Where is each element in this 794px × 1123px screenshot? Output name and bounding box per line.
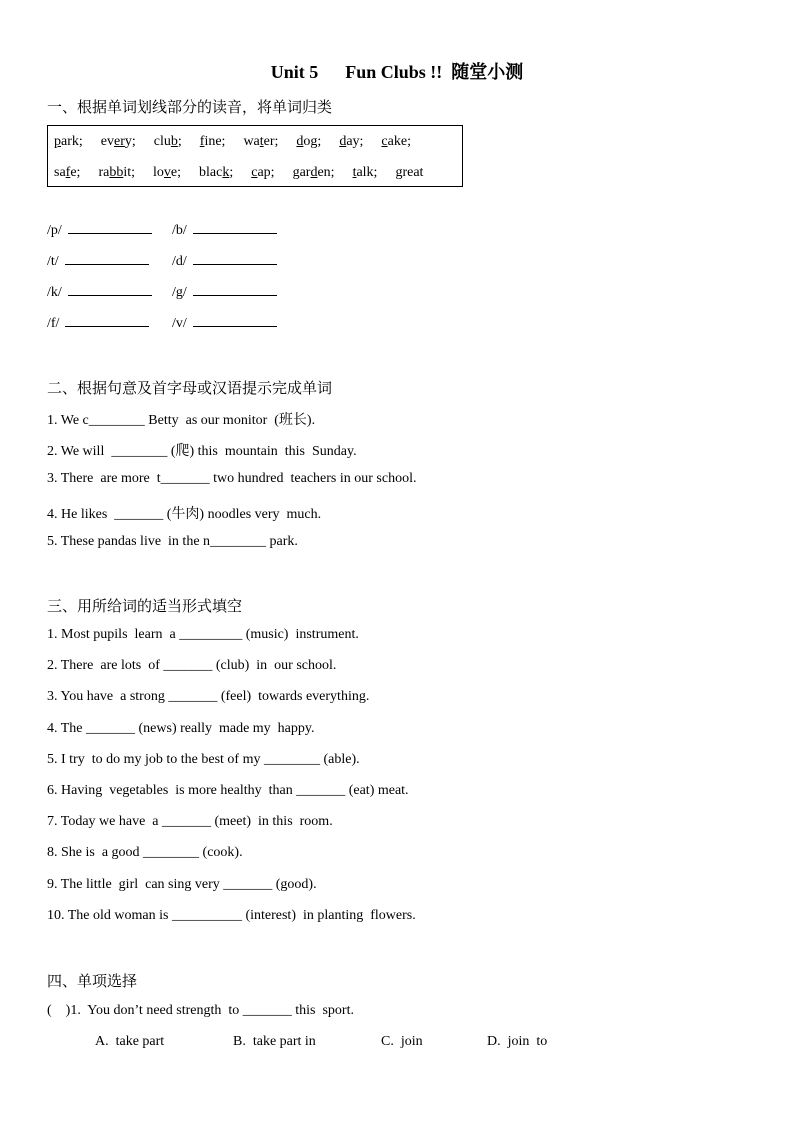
question-line: 6. Having vegetables is more healthy than _______ (eat) meat. [47,783,409,798]
question-line: 4. He likes _______ (牛肉) noodles very much. [47,506,322,522]
word-item: cap; [251,165,275,180]
word-item: garden; [292,165,335,180]
word-item: park; [54,134,83,149]
question-line: 5. I try to do my job to the best of my ________ (able). [47,751,360,767]
question-line: 3. There are more t_______ two hundred teachers in our school. [47,471,417,487]
section3-heading: 三、用所给词的适当形式填空 [47,597,243,615]
word-item: dog; [296,134,322,149]
word-item: talk; [352,165,378,180]
word-row-1 [54,134,429,150]
option-c: C. join [381,1034,423,1049]
answer-blank[interactable] [68,284,152,296]
option-d: D. join to [487,1034,548,1049]
answer-blank[interactable] [193,284,277,296]
phoneme-right: /d/ [172,253,277,270]
word-item: cake; [381,134,411,149]
word-box [47,125,463,187]
word-item: rabbit; [98,165,136,180]
question-line: 2. We will ________ (爬) this mountain this Sunday. [47,444,357,460]
word-item: great [395,165,424,180]
question-line: 9. The little girl can sing very _______ (good). [47,876,317,892]
phoneme-left: /f/ [47,315,149,332]
question-line: 5. These pandas live in the n________ park. [47,533,298,549]
answer-blank[interactable] [65,253,149,265]
word-row-2 [54,165,441,181]
question-line: 4. The _______ (news) really made my happy. [47,720,315,736]
option-b: B. take part in [233,1034,316,1049]
word-item: safe; [54,165,81,180]
phoneme-left: /k/ [47,284,152,301]
word-item: water; [243,134,279,149]
answer-blank[interactable] [68,222,152,234]
phoneme-left: /p/ [47,222,152,239]
section2-heading: 二、根据句意及首字母或汉语提示完成单词 [47,379,333,397]
question-line: 8. She is a good ________ (cook). [47,845,243,861]
phoneme-right: /g/ [172,284,277,301]
question-line: 7. Today we have a _______ (meet) in this room. [47,814,333,830]
question-line: 3. You have a strong _______ (feel) towards everything. [47,689,370,705]
answer-blank[interactable] [193,222,277,234]
question-line: 10. The old woman is __________ (interest) in planting flowers. [47,907,416,923]
question-line: 1. We c________ Betty as our monitor (班长). [47,413,316,428]
word-item: every; [100,134,136,149]
section4-heading: 四、单项选择 [47,972,138,990]
answer-blank[interactable] [65,315,149,327]
phoneme-right: /b/ [172,222,277,239]
word-item: fine; [199,134,226,149]
word-item: day; [339,134,364,149]
question-line: 2. There are lots of _______ (club) in our school. [47,658,337,674]
answer-blank[interactable] [193,253,277,265]
mc-question-1: ( )1. You don’t need strength to _______ this sport. [47,1003,354,1018]
answer-blank[interactable] [193,315,277,327]
section1-heading: 一、根据单词划线部分的读音，将单词归类 [47,98,333,116]
phoneme-right: /v/ [172,315,277,332]
word-item: black; [199,165,234,180]
word-item: club; [153,134,182,149]
page-title: Unit 5 Fun Clubs !! 随堂小测 [270,62,524,82]
phoneme-left: /t/ [47,253,149,270]
question-line: 1. Most pupils learn a _________ (music) instrument. [47,627,359,642]
word-item: love; [153,165,182,180]
option-a: A. take part [95,1034,165,1049]
